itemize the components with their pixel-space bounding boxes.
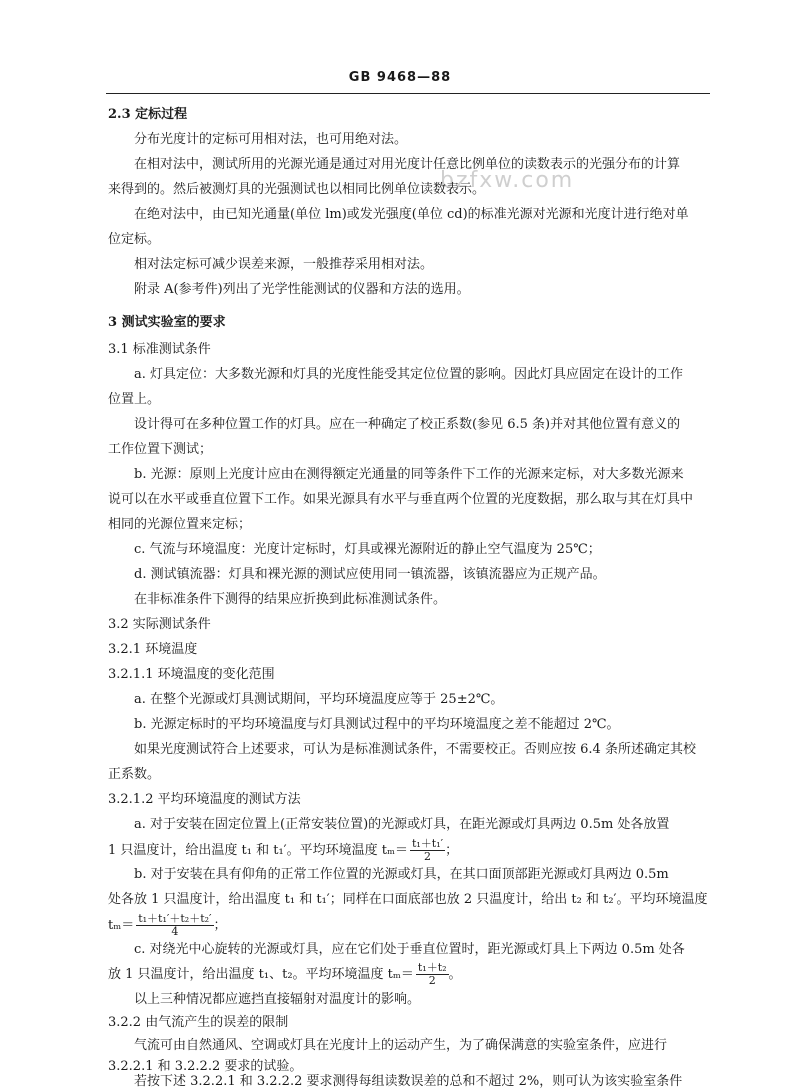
paragraph-line: 在非标准条件下测得的结果应折换到此标准测试条件。 xyxy=(134,592,447,607)
paragraph-line: 附录 A(参考件)列出了光学性能测试的仪器和方法的选用。 xyxy=(134,282,470,297)
paragraph-line: 来得到的。然后被测灯具的光强测试也以相同比例单位读数表示。 xyxy=(108,182,486,197)
paragraph-line: 位置上。 xyxy=(108,392,161,407)
section-heading-3-2: 3.2 实际测试条件 xyxy=(108,617,211,632)
section-heading-3-2-1: 3.2.1 环境温度 xyxy=(108,642,198,657)
fraction-denominator: 2 xyxy=(428,974,436,987)
fraction xyxy=(410,838,445,863)
paragraph-line: a. 灯具定位：大多数光源和灯具的光度性能受其定位位置的影响。因此灯具应固定在设计的工作 xyxy=(134,367,684,382)
paragraph-line: 相对法定标可减少误差来源，一般推荐采用相对法。 xyxy=(134,257,434,272)
section-heading-3-1: 3.1 标准测试条件 xyxy=(108,342,211,357)
fraction-numerator: t₁＋t₂ xyxy=(417,961,447,974)
paragraph-line: b. 对于安装在具有仰角的正常工作位置的光源或灯具，在其口面顶部距光源或灯具两边 0.5m xyxy=(134,867,669,882)
fraction xyxy=(136,913,213,938)
paragraph-line: 若按下述 3.2.2.1 和 3.2.2.2 要求测得每组读数误差的总和不超过 2%，则可认为该实验室条件 xyxy=(134,1074,683,1089)
formula-text: ； xyxy=(445,843,459,858)
section-heading-3: 3 测试实验室的要求 xyxy=(108,315,226,330)
header-rule xyxy=(106,93,710,94)
formula-text: ； xyxy=(213,918,227,933)
paragraph-line: 位定标。 xyxy=(108,232,161,247)
paragraph-line: 3.2.2.1 和 3.2.2.2 要求的试验。 xyxy=(108,1059,303,1074)
paragraph-line: 相同的光源位置来定标； xyxy=(108,517,252,532)
formula-line xyxy=(108,962,704,987)
paragraph-line: d. 测试镇流器：灯具和裸光源的测试应使用同一镇流器，该镇流器应为正规产品。 xyxy=(134,567,606,582)
paragraph-line: 气流可由自然通风、空调或灯具在光度计上的运动产生，为了确保满意的实验室条件，应进行 xyxy=(134,1038,668,1053)
paragraph-line: a. 对于安装在固定位置上(正常安装位置)的光源或灯具，在距光源或灯具两边 0.5m 处各放置 xyxy=(134,817,670,832)
formula-text: 放 1 只温度计，给出温度 t₁、t₂。平均环境温度 tₘ＝ xyxy=(108,967,414,982)
paragraph-line: 设计得可在多种位置工作的灯具。应在一种确定了校正系数(参见 6.5 条)并对其他位置有意义的 xyxy=(134,417,681,432)
fraction-numerator: t₁＋t₁′＋t₂＋t₂′ xyxy=(138,912,212,925)
paragraph-line: 分布光度计的定标可用相对法，也可用绝对法。 xyxy=(134,132,408,147)
formula-line xyxy=(108,838,704,863)
watermark: bzfxw.com xyxy=(440,168,575,193)
paragraph-line: a. 在整个光源或灯具测试期间，平均环境温度应等于 25±2℃。 xyxy=(134,692,504,707)
paragraph-line: 在绝对法中，由已知光通量(单位 lm)或发光强度(单位 cd)的标准光源对光源和光度计进行绝对单 xyxy=(134,207,689,222)
fraction-denominator: 2 xyxy=(424,850,432,863)
formula-line xyxy=(108,913,704,938)
fraction-denominator: 4 xyxy=(171,925,179,938)
paragraph-line: b. 光源：原则上光度计应由在测得额定光通量的同等条件下工作的光源来定标，对大多数光源来 xyxy=(134,467,684,482)
section-heading-3-2-1-1: 3.2.1.1 环境温度的变化范围 xyxy=(108,667,275,682)
paragraph-line: 在相对法中，测试所用的光源光通是通过对用光度计任意比例单位的读数表示的光强分布的计算 xyxy=(134,157,681,172)
section-heading-3-2-2: 3.2.2 由气流产生的误差的限制 xyxy=(108,1015,289,1030)
paragraph-line: 工作位置下测试； xyxy=(108,442,213,457)
section-heading-2-3: 2.3 定标过程 xyxy=(108,107,188,122)
paragraph-line: c. 气流与环境温度：光度计定标时，灯具或裸光源附近的静止空气温度为 25℃； xyxy=(134,542,601,557)
fraction-numerator: t₁＋t₁′ xyxy=(411,837,444,850)
paragraph-line: 以上三种情况都应遮挡直接辐射对温度计的影响。 xyxy=(134,992,421,1007)
document-header: GB 9468—88 xyxy=(348,70,452,85)
paragraph-line: c. 对绕光中心旋转的光源或灯具，应在它们处于垂直位置时，距光源或灯具上下两边 0.5m 处各 xyxy=(134,942,685,957)
paragraph-line: 处各放 1 只温度计，给出温度 t₁ 和 t₁′；同样在口面底部也放 2 只温度计，给出 t₂ 和 t₂′。平均环境温度 xyxy=(108,892,708,907)
paragraph-line: 正系数。 xyxy=(108,767,161,782)
section-heading-3-2-1-2: 3.2.1.2 平均环境温度的测试方法 xyxy=(108,792,301,807)
paragraph-line: 如果光度测试符合上述要求，可认为是标准测试条件，不需要校正。否则应按 6.4 条所述确定其校 xyxy=(134,742,696,757)
paragraph-line: b. 光源定标时的平均环境温度与灯具测试过程中的平均环境温度之差不能超过 2℃。 xyxy=(134,717,620,732)
fraction xyxy=(416,962,449,987)
formula-text: 1 只温度计，给出温度 t₁ 和 t₁′。平均环境温度 tₘ＝ xyxy=(108,843,408,858)
formula-text: tₘ＝ xyxy=(108,918,135,933)
paragraph-line: 说可以在水平或垂直位置下工作。如果光源具有水平与垂直两个位置的光度数据，那么取与其在灯具中 xyxy=(108,492,694,507)
formula-text: 。 xyxy=(448,967,462,982)
